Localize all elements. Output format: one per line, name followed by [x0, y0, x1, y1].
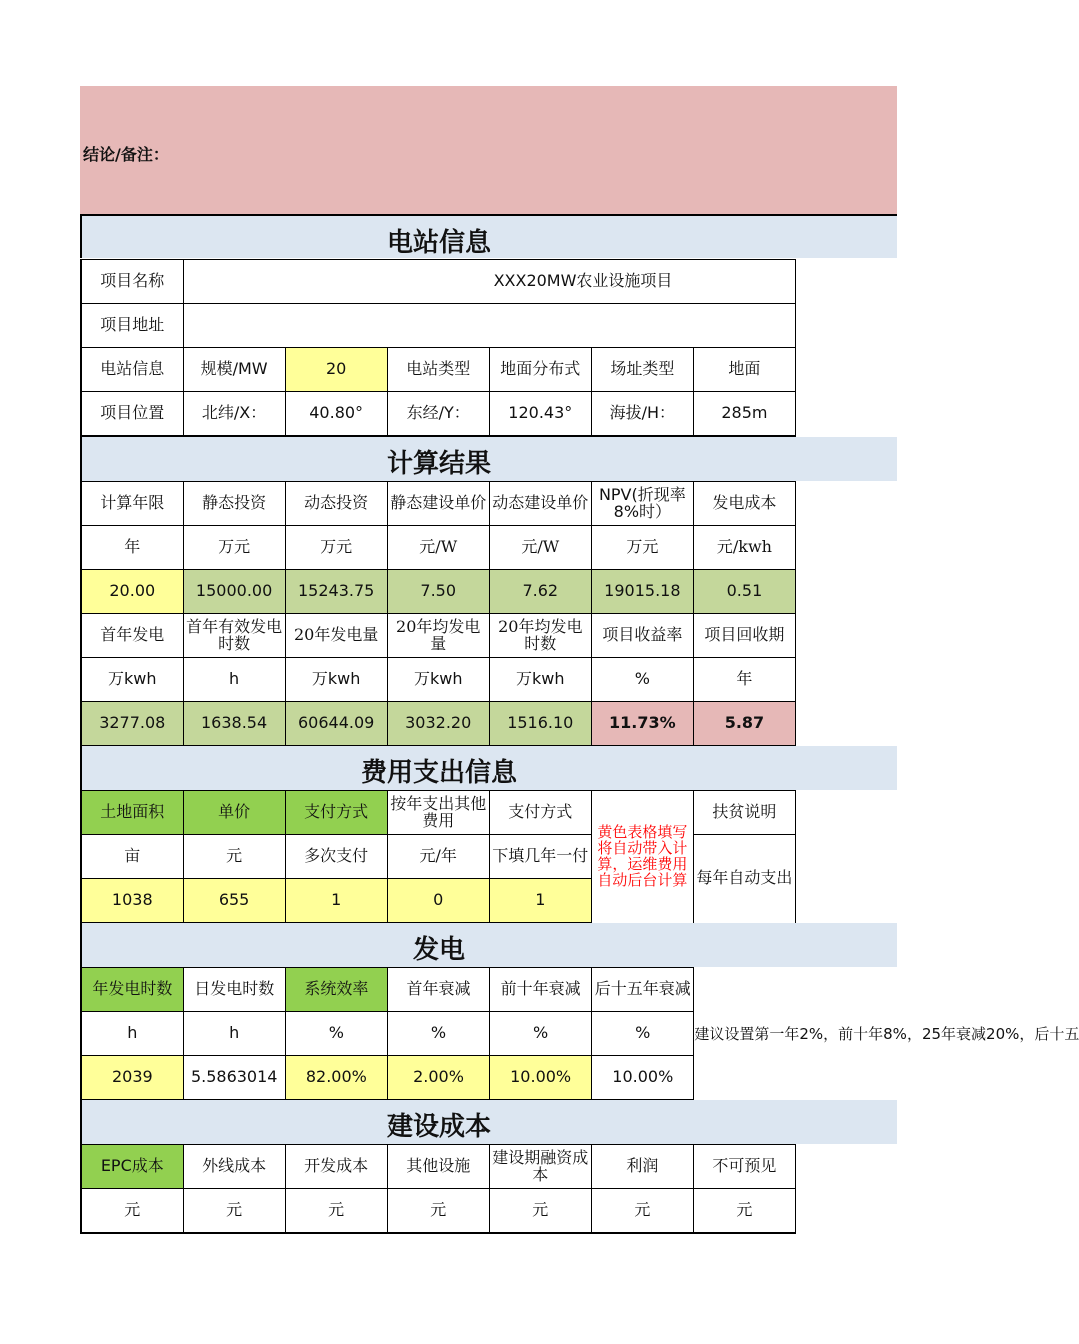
result-unit: 年	[81, 526, 183, 570]
development-cost-header: 开发成本	[285, 1145, 387, 1189]
result-unit: 年	[693, 658, 795, 702]
cost-unit: 亩	[81, 835, 183, 879]
table-row	[81, 614, 796, 658]
result-unit: 万kwh	[387, 658, 489, 702]
table-row	[81, 260, 796, 304]
result-unit: %	[591, 658, 693, 702]
result-value[interactable]: 3277.08	[81, 702, 183, 747]
result-value[interactable]: 0.51	[693, 570, 795, 614]
construction-unit: 元	[81, 1189, 183, 1234]
table-row	[81, 1189, 796, 1234]
section-header-costs	[80, 746, 897, 790]
latitude-value[interactable]: 40.80°	[285, 392, 387, 437]
site-type-label: 场址类型	[591, 348, 693, 392]
result-header: 发电成本	[693, 482, 795, 526]
result-header: 首年有效发电时数	[183, 614, 285, 658]
result-unit: 万kwh	[81, 658, 183, 702]
remark-label: 结论/备注：	[83, 145, 169, 164]
last-fifteen-decay-header: 后十五年衰减	[592, 968, 694, 1012]
yellow-cell-note: 黄色表格填写将自动带入计算，运维费用自动后台计算	[591, 791, 693, 924]
annual-hours-input[interactable]: 2039	[81, 1056, 183, 1101]
gen-unit: %	[490, 1012, 592, 1056]
land-area-input[interactable]: 1038	[81, 879, 183, 924]
result-header: 动态投资	[285, 482, 387, 526]
result-value[interactable]: 1638.54	[183, 702, 285, 747]
system-efficiency-input[interactable]: 82.00%	[285, 1056, 387, 1101]
costs-table	[80, 790, 796, 924]
generation-table	[80, 967, 1079, 1101]
project-address-cell[interactable]	[183, 304, 795, 348]
payment-years-input[interactable]: 1	[489, 879, 591, 924]
epc-cost-header: EPC成本	[81, 1145, 183, 1189]
unit-price-input[interactable]: 655	[183, 879, 285, 924]
financing-cost-header: 建设期融资成本	[489, 1145, 591, 1189]
construction-unit: 元	[183, 1189, 285, 1234]
gen-unit: %	[592, 1012, 694, 1056]
result-unit: 万元	[285, 526, 387, 570]
last-fifteen-decay-value[interactable]: 10.00%	[592, 1056, 694, 1101]
result-value[interactable]: 7.62	[489, 570, 591, 614]
construction-table	[80, 1144, 796, 1234]
unit-price-header: 单价	[183, 791, 285, 835]
station-info-table	[80, 259, 796, 437]
result-unit: 元/W	[387, 526, 489, 570]
first-year-decay-input[interactable]: 2.00%	[387, 1056, 489, 1101]
result-header: 静态投资	[183, 482, 285, 526]
result-value[interactable]: 3032.20	[387, 702, 489, 747]
result-header: 20年均发电量	[387, 614, 489, 658]
payment-method-header: 支付方式	[285, 791, 387, 835]
location-label: 项目位置	[81, 392, 183, 437]
payback-value[interactable]: 5.87	[693, 702, 795, 747]
result-header: 项目收益率	[591, 614, 693, 658]
cost-unit: 多次支付	[285, 835, 387, 879]
other-facilities-header: 其他设施	[387, 1145, 489, 1189]
table-row	[81, 1145, 796, 1189]
other-annual-cost-header: 按年支出其他费用	[387, 791, 489, 835]
result-unit: 万kwh	[489, 658, 591, 702]
longitude-label: 东经/Y：	[387, 392, 489, 437]
results-table	[80, 481, 796, 747]
construction-unit: 元	[489, 1189, 591, 1234]
latitude-label: 北纬/X：	[183, 392, 285, 437]
result-header: 20年均发电时数	[489, 614, 591, 658]
remark-banner	[80, 86, 897, 214]
section-title-results: 计算结果	[386, 449, 491, 479]
capacity-label: 规模/MW	[183, 348, 285, 392]
project-address-label: 项目地址	[81, 304, 183, 348]
profit-header: 利润	[591, 1145, 693, 1189]
section-title-costs: 费用支出信息	[360, 758, 517, 788]
station-type-value[interactable]: 地面分布式	[489, 348, 591, 392]
table-row	[81, 968, 796, 1012]
result-header: 20年发电量	[285, 614, 387, 658]
table-row	[81, 1056, 796, 1101]
contingency-header: 不可预见	[693, 1145, 795, 1189]
capacity-input[interactable]: 20	[285, 348, 387, 392]
result-header: 动态建设单价	[489, 482, 591, 526]
payment-method-header-2: 支付方式	[489, 791, 591, 835]
calc-years-input[interactable]: 20.00	[81, 570, 183, 614]
section-header-results	[80, 437, 897, 481]
irr-value[interactable]: 11.73%	[591, 702, 693, 747]
result-value[interactable]: 7.50	[387, 570, 489, 614]
payment-method-input[interactable]: 1	[285, 879, 387, 924]
station-info-label: 电站信息	[81, 348, 183, 392]
result-header: 静态建设单价	[387, 482, 489, 526]
altitude-label: 海拔/H：	[591, 392, 693, 437]
system-efficiency-header: 系统效率	[285, 968, 387, 1012]
result-unit: 万元	[591, 526, 693, 570]
construction-unit: 元	[285, 1189, 387, 1234]
result-value[interactable]: 15243.75	[285, 570, 387, 614]
table-row	[81, 526, 796, 570]
result-value[interactable]: 19015.18	[591, 570, 693, 614]
station-type-label: 电站类型	[387, 348, 489, 392]
result-header: 项目回收期	[693, 614, 795, 658]
section-title-generation: 发电	[412, 935, 465, 965]
poverty-value: 每年自动支出	[693, 835, 795, 924]
daily-hours-header: 日发电时数	[183, 968, 285, 1012]
section-title-station: 电站信息	[386, 228, 491, 258]
gen-unit: h	[81, 1012, 183, 1056]
project-name-cell[interactable]: XXX20MW农业设施项目	[183, 260, 795, 304]
table-row	[81, 1012, 796, 1056]
result-header: 首年发电	[81, 614, 183, 658]
construction-unit: 元	[387, 1189, 489, 1234]
result-unit: h	[183, 658, 285, 702]
first-ten-decay-input[interactable]: 10.00%	[490, 1056, 592, 1101]
table-row	[81, 702, 796, 747]
construction-unit: 元	[591, 1189, 693, 1234]
gen-unit: %	[285, 1012, 387, 1056]
cost-unit: 下填几年一付	[489, 835, 591, 879]
section-header-generation	[80, 923, 897, 967]
section-header-station	[80, 214, 897, 258]
table-row	[81, 348, 796, 392]
result-unit: 万kwh	[285, 658, 387, 702]
first-year-decay-header: 首年衰减	[387, 968, 489, 1012]
gen-unit: h	[183, 1012, 285, 1056]
result-header: NPV(折现率8%时）	[591, 482, 693, 526]
table-row	[81, 791, 796, 835]
decay-suggestion-text: 建议设置第一年2%，前十年8%，25年衰减20%，后十五	[694, 1024, 1079, 1043]
external-line-cost-header: 外线成本	[183, 1145, 285, 1189]
site-type-value[interactable]: 地面	[693, 348, 795, 392]
annual-hours-header: 年发电时数	[81, 968, 183, 1012]
table-row	[81, 658, 796, 702]
section-title-construction: 建设成本	[386, 1112, 491, 1142]
cost-unit: 元	[183, 835, 285, 879]
table-row	[81, 482, 796, 526]
altitude-value[interactable]: 285m	[693, 392, 795, 437]
poverty-label: 扶贫说明	[693, 791, 795, 835]
project-name-label: 项目名称	[81, 260, 183, 304]
construction-unit: 元	[693, 1189, 795, 1234]
table-row	[81, 304, 796, 348]
result-unit: 元/W	[489, 526, 591, 570]
land-area-header: 土地面积	[81, 791, 183, 835]
result-header: 计算年限	[81, 482, 183, 526]
section-header-construction	[80, 1100, 897, 1144]
longitude-value[interactable]: 120.43°	[489, 392, 591, 437]
result-value[interactable]: 60644.09	[285, 702, 387, 747]
result-value[interactable]: 1516.10	[489, 702, 591, 747]
cost-unit: 元/年	[387, 835, 489, 879]
table-row	[81, 570, 796, 614]
decay-suggestion	[694, 968, 1079, 1101]
result-unit: 万元	[183, 526, 285, 570]
daily-hours-value[interactable]: 5.5863014	[183, 1056, 285, 1101]
table-row	[81, 392, 796, 437]
other-annual-cost-input[interactable]: 0	[387, 879, 489, 924]
result-unit: 元/kwh	[693, 526, 795, 570]
gen-unit: %	[387, 1012, 489, 1056]
result-value[interactable]: 15000.00	[183, 570, 285, 614]
first-ten-decay-header: 前十年衰减	[490, 968, 592, 1012]
